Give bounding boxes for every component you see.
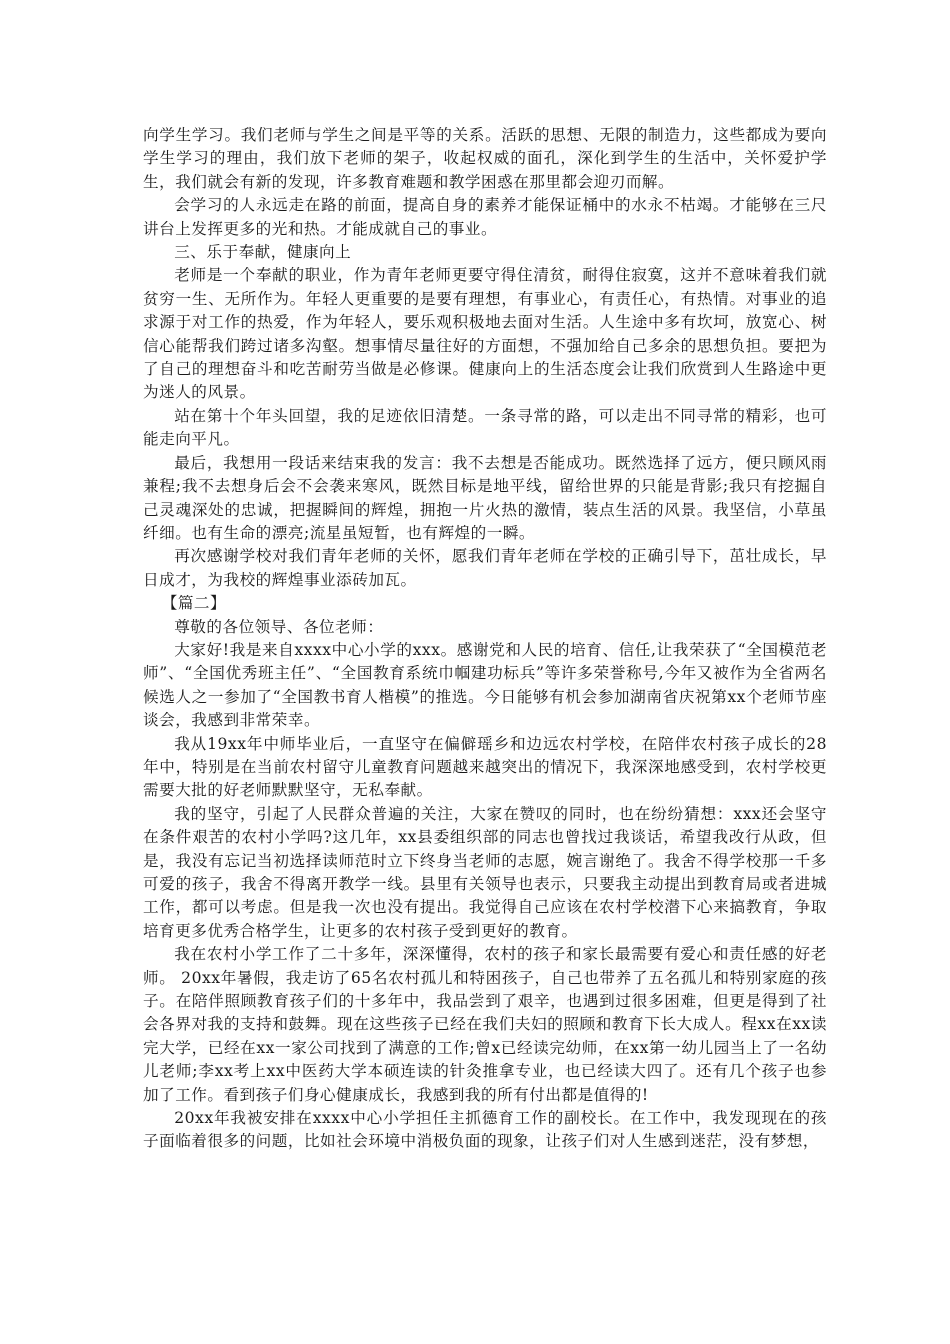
- paragraph: 向学生学习。我们老师与学生之间是平等的关系。活跃的思想、无限的制造力，这些都成为要向学生学习的理由，我们放下老师的架子，收起权威的面孔，深化到学生的生活中，关怀爱护学生，我们就会有新的发现，许多教育难题和教学困惑在那里都会迎刃而解。: [143, 126, 827, 191]
- paragraph: 大家好!我是来自xxxx中心小学的xxx。感谢党和人民的培育、信任,让我荣获了“全国模范老师”、“全国优秀班主任”、“全国教育系统巾帼建功标兵”等许多荣誉称号,今年又被作为全省两名候选人之一参加了“全国教书育人楷模”的推选。今日能够有机会参加湖南省庆祝第xx个老师节座谈会，我感到非常荣幸。: [143, 640, 827, 730]
- part-heading: 【篇二】: [161, 594, 227, 613]
- paragraph: 我的坚守，引起了人民群众普遍的关注，大家在赞叹的同时，也在纷纷猜想：xxx还会坚守在条件艰苦的农村小学吗?这几年，xx县委组织部的同志也曾找过我谈话，希望我改行从政，但是，我没有忘记当初选择读师范时立下终身当老师的志愿，婉言谢绝了。我舍不得学校那一千多可爱的孩子，我舍不得离开教学一线。县里有关领导也表示，只要我主动提出到教育局或者进城工作，都可以考虑。但是我一次也没有提出。我觉得自己应该在农村学校潜下心来搞教育，争取培育更多优秀合格学生，让更多的农村孩子受到更好的教育。: [143, 804, 827, 940]
- paragraph: 再次感谢学校对我们青年老师的关怀，愿我们青年老师在学校的正确引导下，茁壮成长，早日成才，为我校的辉煌事业添砖加瓦。: [143, 547, 827, 589]
- paragraph: 站在第十个年头回望，我的足迹依旧清楚。一条寻常的路，可以走出不同寻常的精彩，也可能走向平凡。: [143, 406, 827, 449]
- section-heading: 三、乐于奉献，健康向上: [174, 243, 352, 262]
- paragraph: 20xx年我被安排在xxxx中心小学担任主抓德育工作的副校长。在工作中，我发现现在的孩子面临着很多的问题，比如社会环境中消极负面的现象，让孩子们对人生感到迷茫，没有梦想，: [143, 1109, 827, 1151]
- salutation: 尊敬的各位领导、各位老师：: [174, 617, 384, 636]
- paragraph: 会学习的人永远走在路的前面，提高自身的素养才能保证桶中的水永不枯竭。才能够在三尺讲台上发挥更多的光和热。才能成就自己的事业。: [143, 196, 827, 238]
- paragraph: 我从19xx年中师毕业后，一直坚守在偏僻瑶乡和边远农村学校，在陪伴农村孩子成长的28年中，特别是在当前农村留守儿童教育问题越来越突出的情况下，我深深地感受到，农村学校更需要大批的好老师默默坚守，无私奉献。: [143, 734, 827, 800]
- paragraph: 老师是一个奉献的职业，作为青年老师更要守得住清贫，耐得住寂寞，这并不意味着我们就贫穷一生、无所作为。年轻人更重要的是要有理想，有事业心，有责任心，有热情。对事业的追求源于对工作的热爱，作为年轻人，要乐观积极地去面对生活。人生途中多有坎坷，放宽心、树信心能帮我们跨过诸多沟壑。想事情尽量往好的方面想，不强加给自己多余的思想负担。要把为了自己的理想奋斗和吃苦耐劳当做是必修课。健康向上的生活态度会让我们欣赏到人生路途中更为迷人的风景。: [143, 266, 827, 402]
- document-page: [143, 124, 827, 1154]
- paragraph: 我在农村小学工作了二十多年，深深懂得，农村的孩子和家长最需要有爱心和责任感的好老师。 20xx年暑假，我走访了65名农村孤儿和特困孩子，自己也带养了五名孤儿和特别家庭的孩子。在陪伴照顾教育孩子们的十多年中，我品尝到了艰辛，也遇到过很多困难，但更是得到了社会各界对我的支持和鼓舞。现在这些孩子已经在我们夫妇的照顾和教育下长大成人。程xx在xx读完大学，已经在xx一家公司找到了满意的工作;曾x已经读完幼师，在xx第一幼儿园当上了一名幼儿老师;李xx考上xx中医药大学本硕连读的针灸推拿专业，也已经读大四了。还有几个孩子也参加了工作。看到孩子们身心健康成长，我感到我的所有付出都是值得的!: [143, 945, 827, 1104]
- paragraph: 最后，我想用一段话来结束我的发言：我不去想是否能成功。既然选择了远方，便只顾风雨兼程;我不去想身后会不会袭来寒风，既然目标是地平线，留给世界的只能是背影;我只有挖掘自己灵魂深处的忠诚，把握瞬间的辉煌，拥抱一片火热的激情，装点生活的风景。我坚信，小草虽纤细。也有生命的漂亮;流星虽短暂，也有辉煌的一瞬。: [143, 453, 827, 542]
